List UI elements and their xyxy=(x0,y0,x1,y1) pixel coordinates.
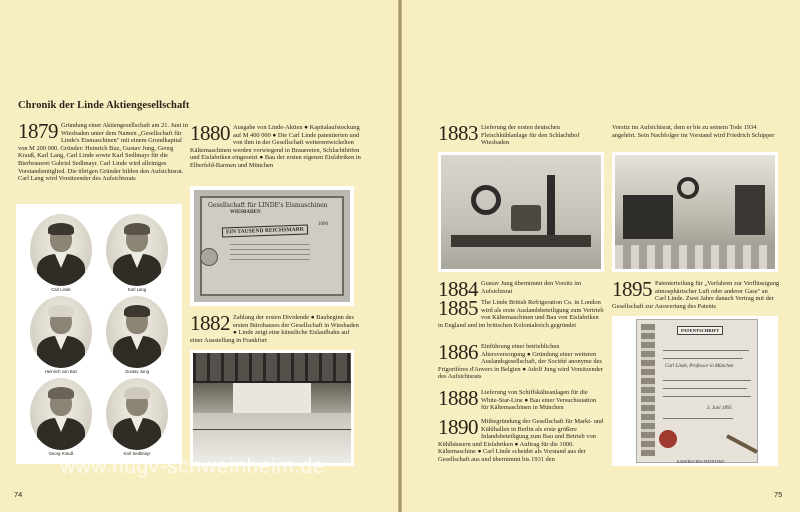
year-1879: 1879 xyxy=(18,119,58,143)
patent-handwriting: Carl Linde, Professor in München xyxy=(665,364,734,369)
portrait-caption: Karl Sedlmayr xyxy=(123,451,151,456)
certificate-number: 1000 xyxy=(318,222,328,227)
patent-ribbon xyxy=(726,434,758,453)
entry-text-1890: Mitbegründung der Gesellschaft für Markt- und Kühlhallen in Berlin als erste größere Inlandsbeteiligung zum Bau und Betrieb von Kühlhäusern und Eisfabriken ● Auftrag für die 1000. Kältemaschine ● Carl Linde scheidet als Vorstand aus der Gesellschaft aus und übernimmt bis 1931 den xyxy=(438,418,604,463)
year-1895: 1895 xyxy=(612,277,652,301)
entry-text-1885: The Linde British Refrigeration Co. in London wird als erste Auslandsbeteiligung zum Vertrieb von Kältemaschinen und Bau von Eisfabriken in England und im britischen Kolonialreich gegründet xyxy=(438,299,604,329)
founders-portrait-frame xyxy=(16,204,182,464)
certificate-company-name: Gesellschaft für LINDE's Eismaschinen xyxy=(208,202,328,209)
year-1883: 1883 xyxy=(438,121,478,145)
portrait-image xyxy=(30,296,92,368)
year-1880: 1880 xyxy=(190,121,230,145)
entry-text-1880: Ausgabe von Linde-Aktien ● Kapitalaufstockung auf M 400 000 ● Die Carl Linde patentierten und von ihm in der Gesellschaft weiterentwickelten Kältemaschinen werden vorwiegend in Brauereien, Schlachthöfen und Eisfabriken eingesetzt ● Bau der ersten eigenen Eisfabriken in Elberfeld-Barmen und München xyxy=(190,124,361,169)
portrait-karl-lang xyxy=(106,214,168,294)
entry-text-1890-continued: Vorsitz im Aufsichtsrat, dem er bis zu seinem Tode 1934 angehört. Sein Nachfolger im Vorstand wird Friedrich Schipper xyxy=(612,124,775,139)
entry-1890 xyxy=(438,415,604,464)
machine-hall-photo-frame xyxy=(612,152,778,272)
portrait-image xyxy=(106,378,168,450)
entry-text-1883: Lieferung der ersten deutschen Fleischkühlanlage für den Schlachthof Wiesbaden xyxy=(481,124,580,147)
patent-document-frame xyxy=(612,316,778,466)
entry-1883 xyxy=(438,121,604,147)
certificate-city: WIESBADEN xyxy=(230,210,261,215)
entry-1888 xyxy=(438,386,604,412)
year-1884: 1884 xyxy=(438,277,478,301)
share-certificate-frame xyxy=(190,186,354,306)
patent-title: PATENTSCHRIFT xyxy=(677,326,723,335)
page-number-left: 74 xyxy=(14,490,23,499)
portrait-caption: Karl Lang xyxy=(127,287,147,292)
portrait-carl-linde xyxy=(30,214,92,294)
entry-text-1886: Einführung einer betrieblichen Altersversorgung ● Gründung einer weiteren Auslandsgesellschaft, der Société anonyme des Frigorifères d'Anvers in Belgien ● Adolf Jung wird Vorsitzender des Aufsichtsrats xyxy=(438,343,603,381)
entry-1882 xyxy=(190,311,360,344)
share-certificate-image xyxy=(194,190,350,302)
entry-text-1879: Gründung einer Aktiengesellschaft am 21. Juni in Wiesbaden unter dem Namen „Gesellschaft für Linde's Eismaschinen" mit einem Grundkapital von M 200 000. Gründer: Heinrich Buz, Gustav Jung, Georg Krauß, Karl Lang, Carl Linde sowie Karl Sedlmayr für die Bierbrauerei Gabriel Sedlmayr. Carl Linde wird alleiniges Vorstandsmitglied. Die übrigen Gründer bilden den Aufsichtsrat. Carl Lang wird Vorsitzender des Aufsichtsrats xyxy=(18,122,188,183)
portrait-gustav-jung xyxy=(106,296,168,376)
portrait-caption: Carl Linde xyxy=(51,287,71,292)
portrait-image xyxy=(106,214,168,286)
portrait-image xyxy=(106,296,168,368)
year-1890: 1890 xyxy=(438,415,478,439)
entry-1895 xyxy=(612,277,780,310)
entry-text-1895: Patenterteilung für „Verfahren zur Verflüssigung atmosphärischer Luft oder anderer Gase" an Carl Linde. Zwei Jahre danach Vertrag mit der Gesellschaft zur Auswertung des Patents xyxy=(612,280,780,310)
page-number-right: 75 xyxy=(774,490,783,499)
certificate-text-lines xyxy=(230,240,310,264)
right-page xyxy=(402,0,800,512)
entry-1880 xyxy=(190,121,362,170)
machine-hall-photo xyxy=(615,155,775,269)
patent-seal xyxy=(659,430,677,448)
portrait-caption: Georg Krauß xyxy=(48,451,74,456)
entry-1879 xyxy=(18,119,188,183)
portrait-caption: Heinrich von Buz xyxy=(44,369,78,374)
patent-border-decoration xyxy=(641,324,655,456)
portrait-karl-sedlmayr xyxy=(106,378,168,458)
year-1882: 1882 xyxy=(190,311,230,335)
ice-rink-photo-frame xyxy=(190,350,354,466)
patent-document-image xyxy=(636,319,758,463)
year-1885: 1885 xyxy=(438,296,478,320)
portrait-image xyxy=(30,214,92,286)
portrait-heinrich-von-buz xyxy=(30,296,92,376)
chapter-title: Chronik der Linde Aktiengesellschaft xyxy=(18,100,190,111)
portrait-georg-krauss xyxy=(30,378,92,458)
certificate-seal xyxy=(200,248,218,266)
portrait-caption: Gustav Jung xyxy=(124,369,150,374)
patent-date: 3. Juni 1895 xyxy=(707,406,732,411)
entry-1885 xyxy=(438,296,604,329)
entry-text-1882: Zahlung der ersten Dividende ● Baubeginn des ersten Bürohauses der Gesellschaft in Wiesbaden ● Linde zeigt eine künstliche Eislaufbahn auf einer Ausstellung in Frankfurt xyxy=(190,314,359,344)
website-watermark: www.hugv-schweinheim.de xyxy=(60,455,325,478)
refrigeration-machine-photo xyxy=(441,155,601,269)
left-page xyxy=(0,0,398,512)
portrait-image xyxy=(30,378,92,450)
ice-rink-photo xyxy=(193,353,351,463)
entry-text-1888: Lieferung von Schiffskälteanlagen für die White-Star-Line ● Bau einer Versuchsstation für Kältemaschinen in München xyxy=(481,389,597,412)
entry-1886 xyxy=(438,340,604,381)
entry-1890-continued xyxy=(612,124,780,139)
year-1888: 1888 xyxy=(438,386,478,410)
patent-footer: KAISERLICHES PATENTAMT xyxy=(677,460,725,464)
refrigeration-machine-photo-frame xyxy=(438,152,604,272)
certificate-stamp: EIN TAUSEND REICHSMARK xyxy=(222,225,308,238)
entry-text-1884: Gustav Jung übernimmt den Vorsitz im Aufsichtsrat xyxy=(481,280,582,295)
year-1886: 1886 xyxy=(438,340,478,364)
